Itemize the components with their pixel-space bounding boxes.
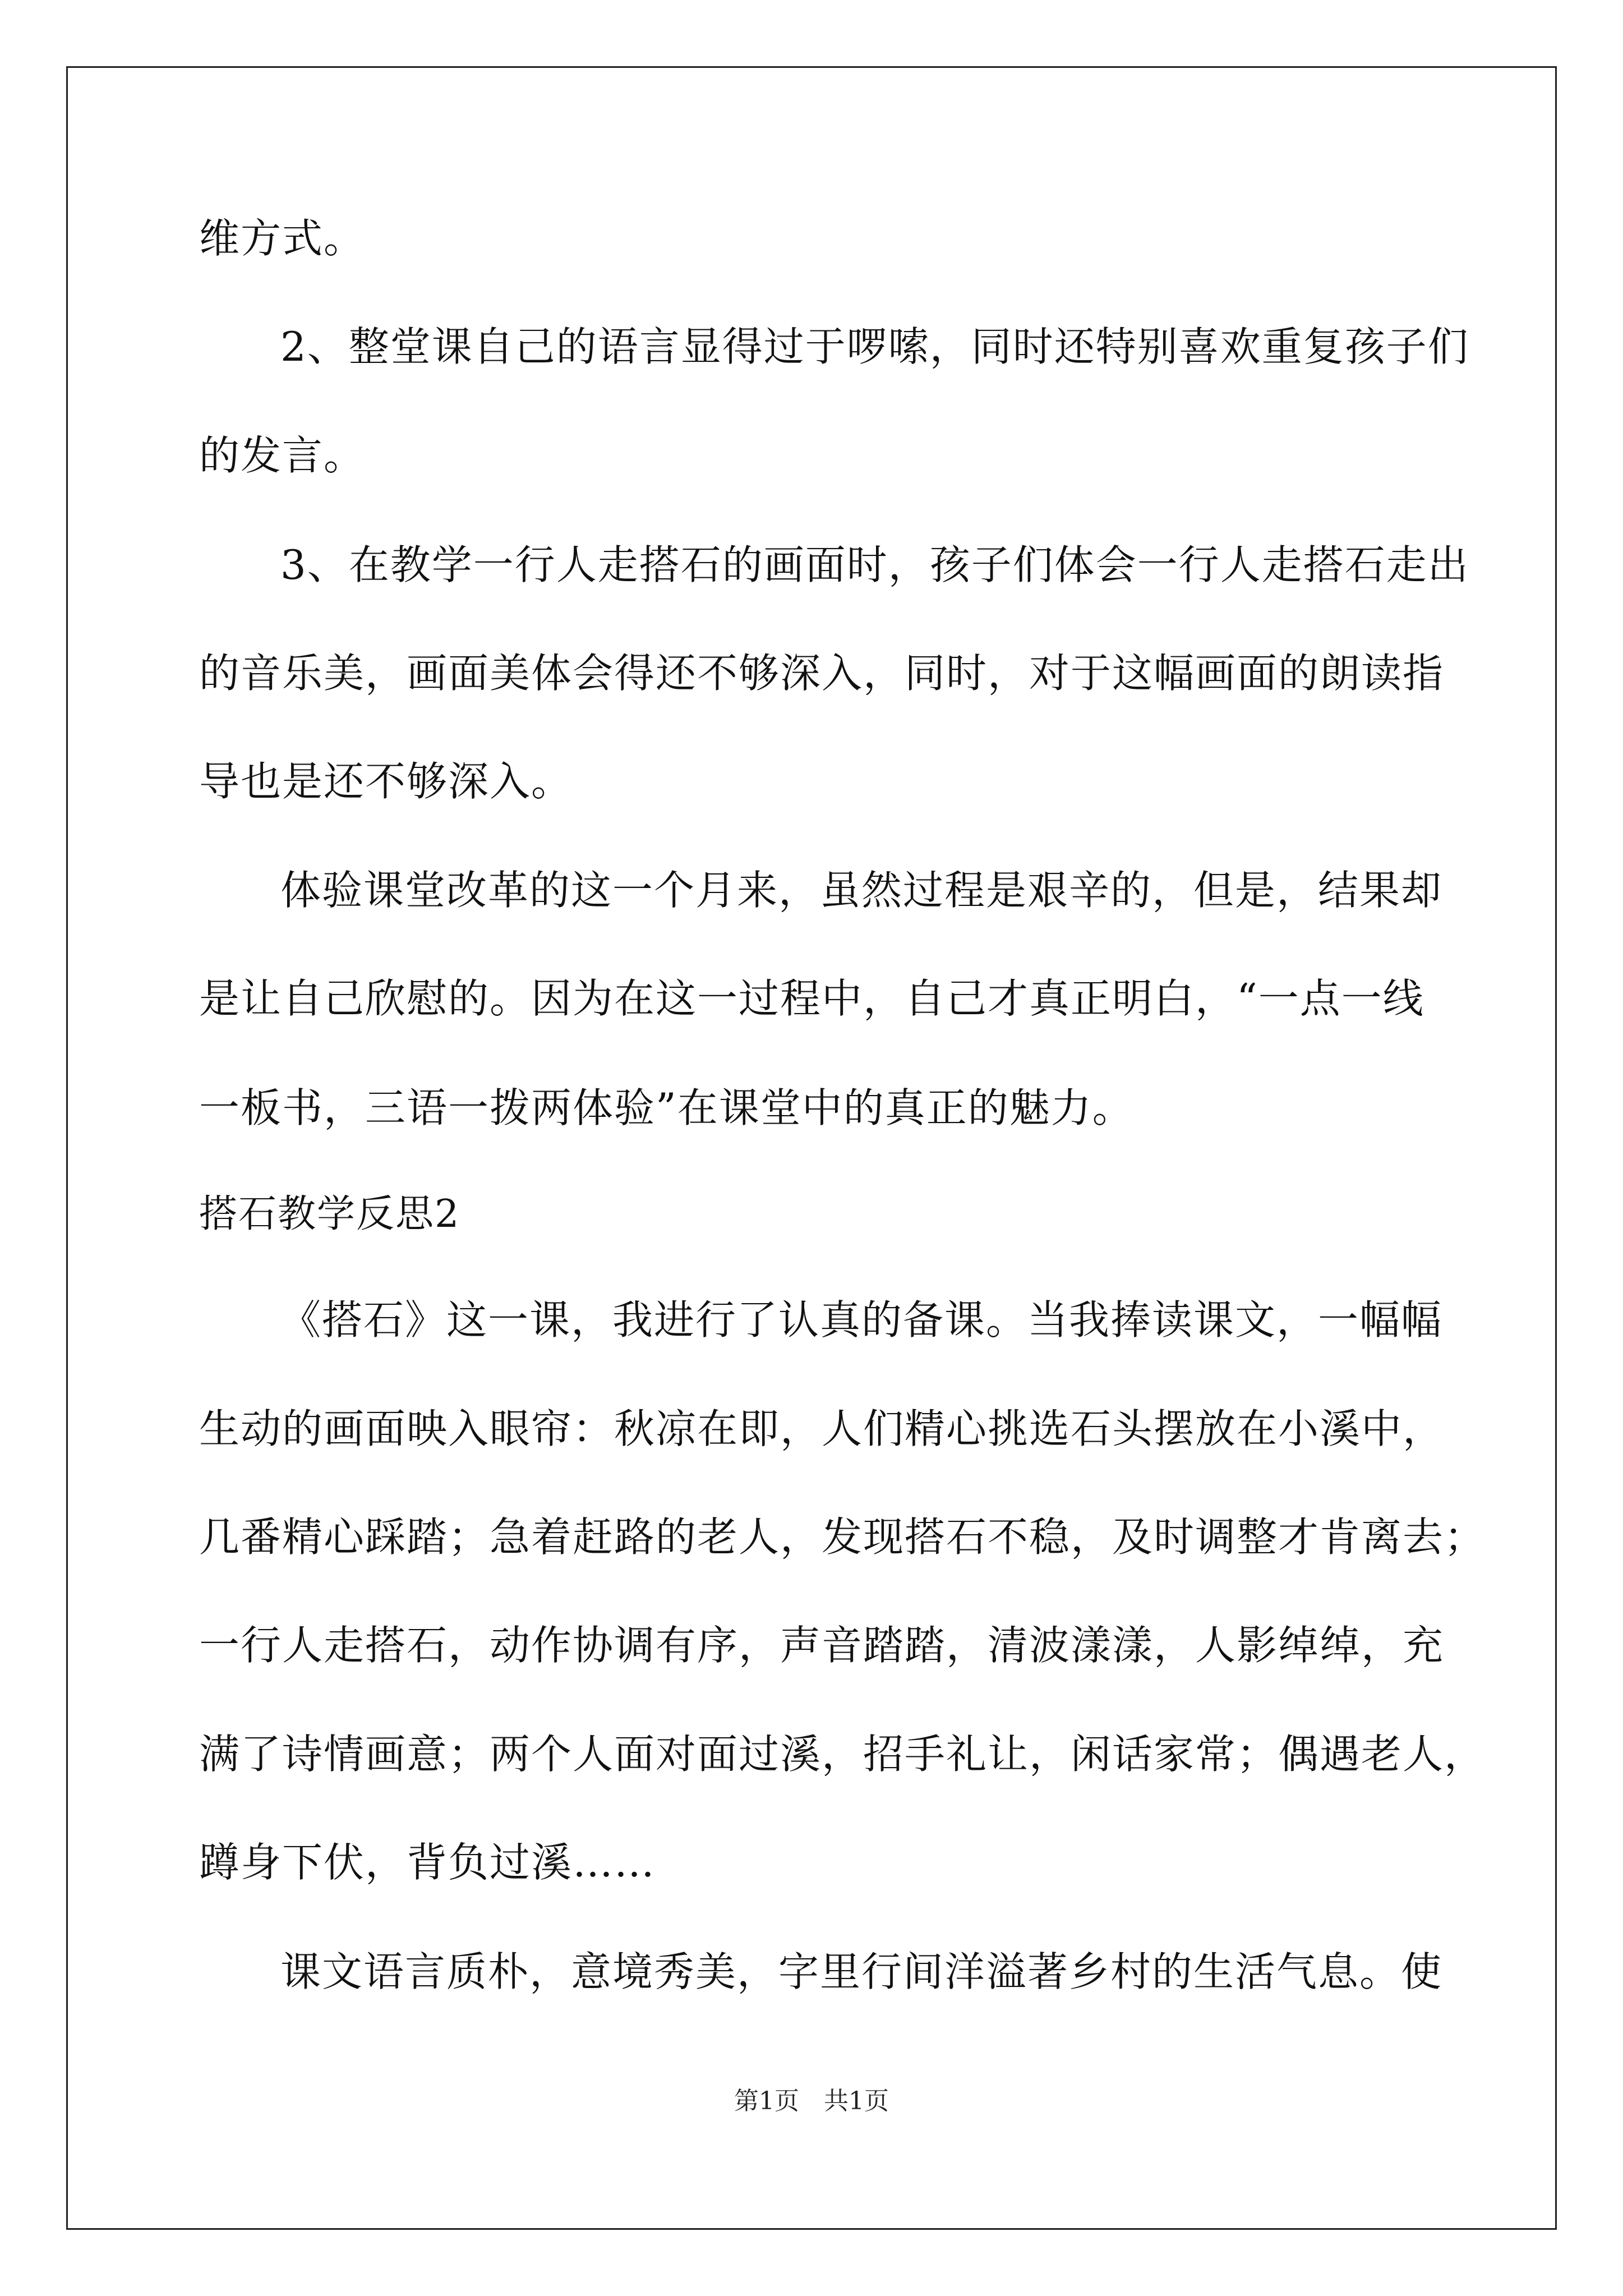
text-line: 一板书，三语一拨两体验”在课堂中的真正的魅力。	[199, 1084, 1134, 1131]
text-line: 蹲身下伏，背负过溪……	[199, 1839, 656, 1886]
text-line: 课文语言质朴，意境秀美，字里行间洋溢著乡村的生活气息。使	[280, 1948, 1443, 1995]
page-border	[66, 66, 1557, 2230]
text-line: 《搭石》这一课，我进行了认真的备课。当我捧读课文，一幅幅	[280, 1296, 1443, 1343]
section-heading: 搭石教学反思2	[199, 1192, 460, 1236]
text-line: 是让自己欣慰的。因为在这一过程中，自己才真正明白，“一点一线	[199, 975, 1424, 1022]
text-line: 2、整堂课自己的语言显得过于啰嗦，同时还特别喜欢重复孩子们	[280, 323, 1469, 370]
text-line: 3、在教学一行人走搭石的画面时，孩子们体会一行人走搭石走出	[280, 541, 1469, 588]
text-line: 一行人走搭石，动作协调有序，声音踏踏，清波漾漾，人影绰绰，充	[199, 1622, 1445, 1669]
text-line: 几番精心踩踏；急着赶路的老人，发现搭石不稳，及时调整才肯离去；	[199, 1513, 1486, 1561]
text-line: 生动的画面映入眼帘：秋凉在即，人们精心挑选石头摆放在小溪中，	[199, 1405, 1445, 1452]
text-line: 的发言。	[199, 432, 366, 479]
text-line: 体验课堂改革的这一个月来，虽然过程是艰辛的，但是，结果却	[280, 867, 1443, 914]
page-footer: 第1页 共1页	[734, 2087, 889, 2115]
text-line: 导也是还不够深入。	[199, 758, 573, 805]
text-line: 维方式。	[199, 215, 366, 262]
text-line: 满了诗情画意；两个人面对面过溪，招手礼让，闲话家常；偶遇老人，	[199, 1731, 1486, 1778]
text-line: 的音乐美，画面美体会得还不够深入，同时，对于这幅画面的朗读指	[199, 650, 1445, 697]
